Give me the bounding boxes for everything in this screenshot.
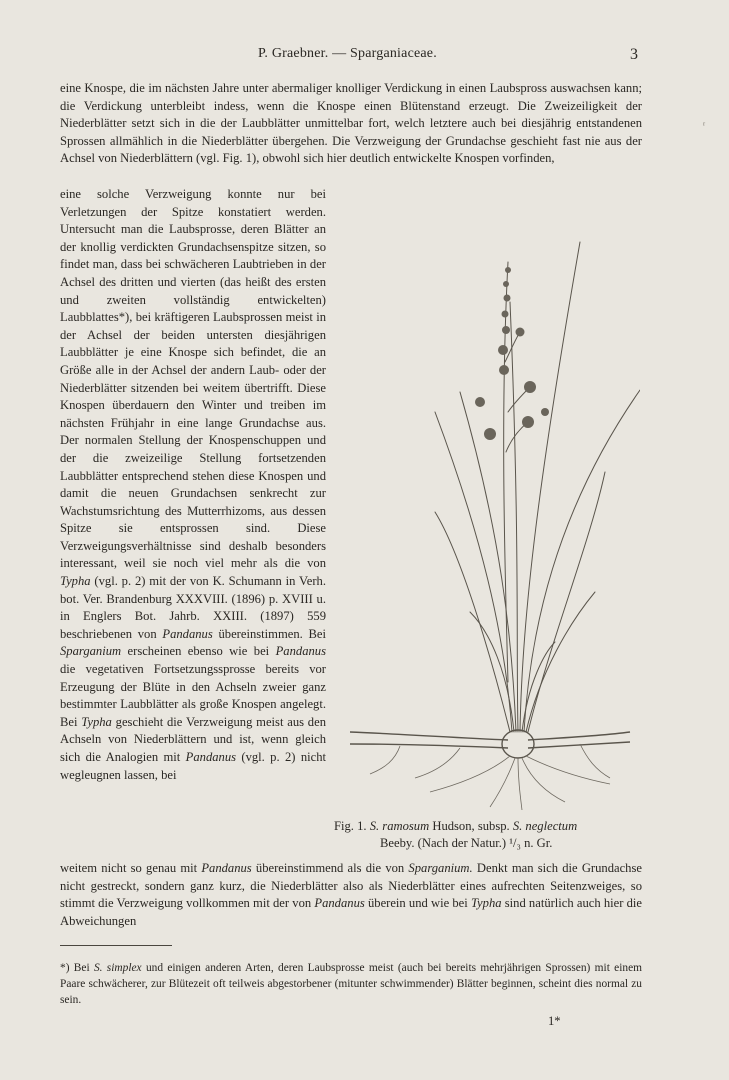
- genus-pandanus: Pandanus: [201, 861, 252, 875]
- caption-subspecies: S. neglectum: [512, 819, 578, 833]
- paragraph-bottom-text: [60, 860, 642, 930]
- text-run: eine solche Verzweigung konnte nur bei Verletzungen der Spitze konstatiert werden. Untersucht man die Laubsprosse, deren Blätter an der knollig verdickten Grundachsenspitze sitzen, so findet man, dass bei schwächeren Laubtrieben in der Achsel des dritten und vierten (das heißt des ersten und zweiten vollständig entwickelten) Laubblattes*), bei kräftigeren Laubsprossen meist in der Achsel der beiden untersten diesjährigen Laubblätter je eine Knospe sich befindet, die an Größe alle in der Achsel der andern Laub- oder der Niederblätter sitzenden bei weitem übertrifft. Diese Knospen überdauern den Winter und treiben im nächsten Frühjahr in eine lange Grundachse aus. Der normalen Stellung der Knospenschuppen und der die zweizeilige Stellung fortsetzenden Laubblätter entsprechend stehen diese Knospen und damit die neuen Grundachsen senkrecht zur Wachstumsrichtung des Mutterrhizoms, aus dessen Spitze sie entsprossen sind. Diese Verzweigungsverhältnisse sind deshalb besonders interessant, weil sie noch viel mehr als die von: [60, 187, 326, 571]
- genus-pandanus: Pandanus: [314, 896, 365, 911]
- genus-typha: Typha: [60, 574, 91, 589]
- caption-prefix: Fig. 1.: [334, 819, 367, 833]
- text-run: (vgl. p. 2) nicht wegleugnen lassen, bei: [60, 750, 326, 782]
- signature-mark: 1*: [548, 1014, 561, 1028]
- text-run: weitem nicht so genau mit: [60, 861, 198, 875]
- stray-mark: ʳ: [703, 120, 706, 131]
- footnote-text: und einigen anderen Arten, deren Laubsprosse meist (auch bei bereits mehrjährigen Sprossen) mit einem Paare schwächerer, zur Blütezeit oft teilweis abgestorbener (mitunter schwimmender) Blätter beginnen, scheint dies normal zu sein.: [60, 962, 643, 1006]
- text-run: geschieht die Verzweigung meist aus den Achseln von Niederblättern und ist, wenn gleich sich die Analogien mit: [60, 714, 326, 764]
- genus-typha: Typha: [470, 896, 502, 911]
- caption-author: Hudson, subsp.: [432, 819, 510, 833]
- genus-typha: Typha: [81, 714, 112, 729]
- footnote-marker: *) Bei: [60, 962, 90, 974]
- page-header: [0, 44, 729, 66]
- genus-pandanus: Pandanus: [185, 750, 237, 764]
- genus-pandanus: Pandanus: [275, 644, 326, 659]
- text-run: überein und wie bei: [367, 896, 468, 911]
- text-run: erscheinen ebenso wie bei: [127, 644, 270, 659]
- genus-sparganium: Sparganium.: [408, 861, 473, 875]
- footnote-species: S. simplex: [93, 962, 142, 974]
- text-run: übereinstimmend als die von: [255, 861, 405, 875]
- plant-drawing: [340, 212, 640, 812]
- text-run: Denkt man sich die Grundachse nicht gestreckt, sondern ganz kurz, die Niederblätter also als Niederblätter eines aufrechten Seitenzweiges, so stimmt die Verzweigung vollkommen mit der von: [60, 861, 642, 911]
- caption-line2: Beeby. (Nach der Natur.) ¹/₃ n. Gr.: [380, 836, 553, 850]
- figure-plant-illustration: [340, 212, 640, 812]
- footnote-divider: [60, 945, 172, 946]
- text-run: übereinstimmen. Bei: [218, 626, 326, 641]
- footnote: [60, 960, 642, 1008]
- paragraph-bottom: [60, 860, 642, 930]
- text-run: (vgl. p. 2) mit der von K. Schumann in Verh. bot. Ver. Brandenburg XXXVIII. (1896) p. XVIII u. in Englers Bot. Jahrb. XXIII. (1897) 559 beschriebenen von: [60, 574, 326, 641]
- genus-sparganium: Sparganium: [60, 644, 122, 659]
- column-text: [60, 186, 326, 784]
- caption-species: S. ramosum: [369, 819, 430, 833]
- running-head: P. Graebner. — Sparganiaceae.: [258, 46, 437, 61]
- figure-caption: [334, 818, 646, 852]
- text-run: die vegetativen Fortsetzungssprosse bereits vor Erzeugung der Blüte in den Achseln zweier ganz bestimmter Laubblätter als große Knospen angelegt. Bei: [60, 662, 326, 729]
- paragraph-top: [60, 80, 642, 168]
- column-paragraph: [60, 186, 326, 784]
- text-run: sind natürlich auch hier die Abweichungen: [60, 896, 643, 928]
- genus-pandanus: Pandanus: [162, 626, 213, 641]
- page-number: 3: [630, 46, 638, 63]
- paragraph-top-text: eine Knospe, die im nächsten Jahre unter abermaliger knolliger Verdickung in einen Laubspross auswachsen kann; die Verdickung unterbleibt indess, wenn die Knospe einen Blütenstand erzeugt. Die Zweizeiligkeit der Niederblätter setzt sich in die der Laubblätter unmittelbar fort, welch letztere auch bei diesjährig entstandenen Sprossen allmählich in die Niederblätter übergehen. Die Verzweigung der Grundachse geschieht fast nie aus der Achsel von Niederblättern (vgl. Fig. 1), obwohl sich hier deutlich entwickelte Knospen vorfinden,: [60, 81, 642, 166]
